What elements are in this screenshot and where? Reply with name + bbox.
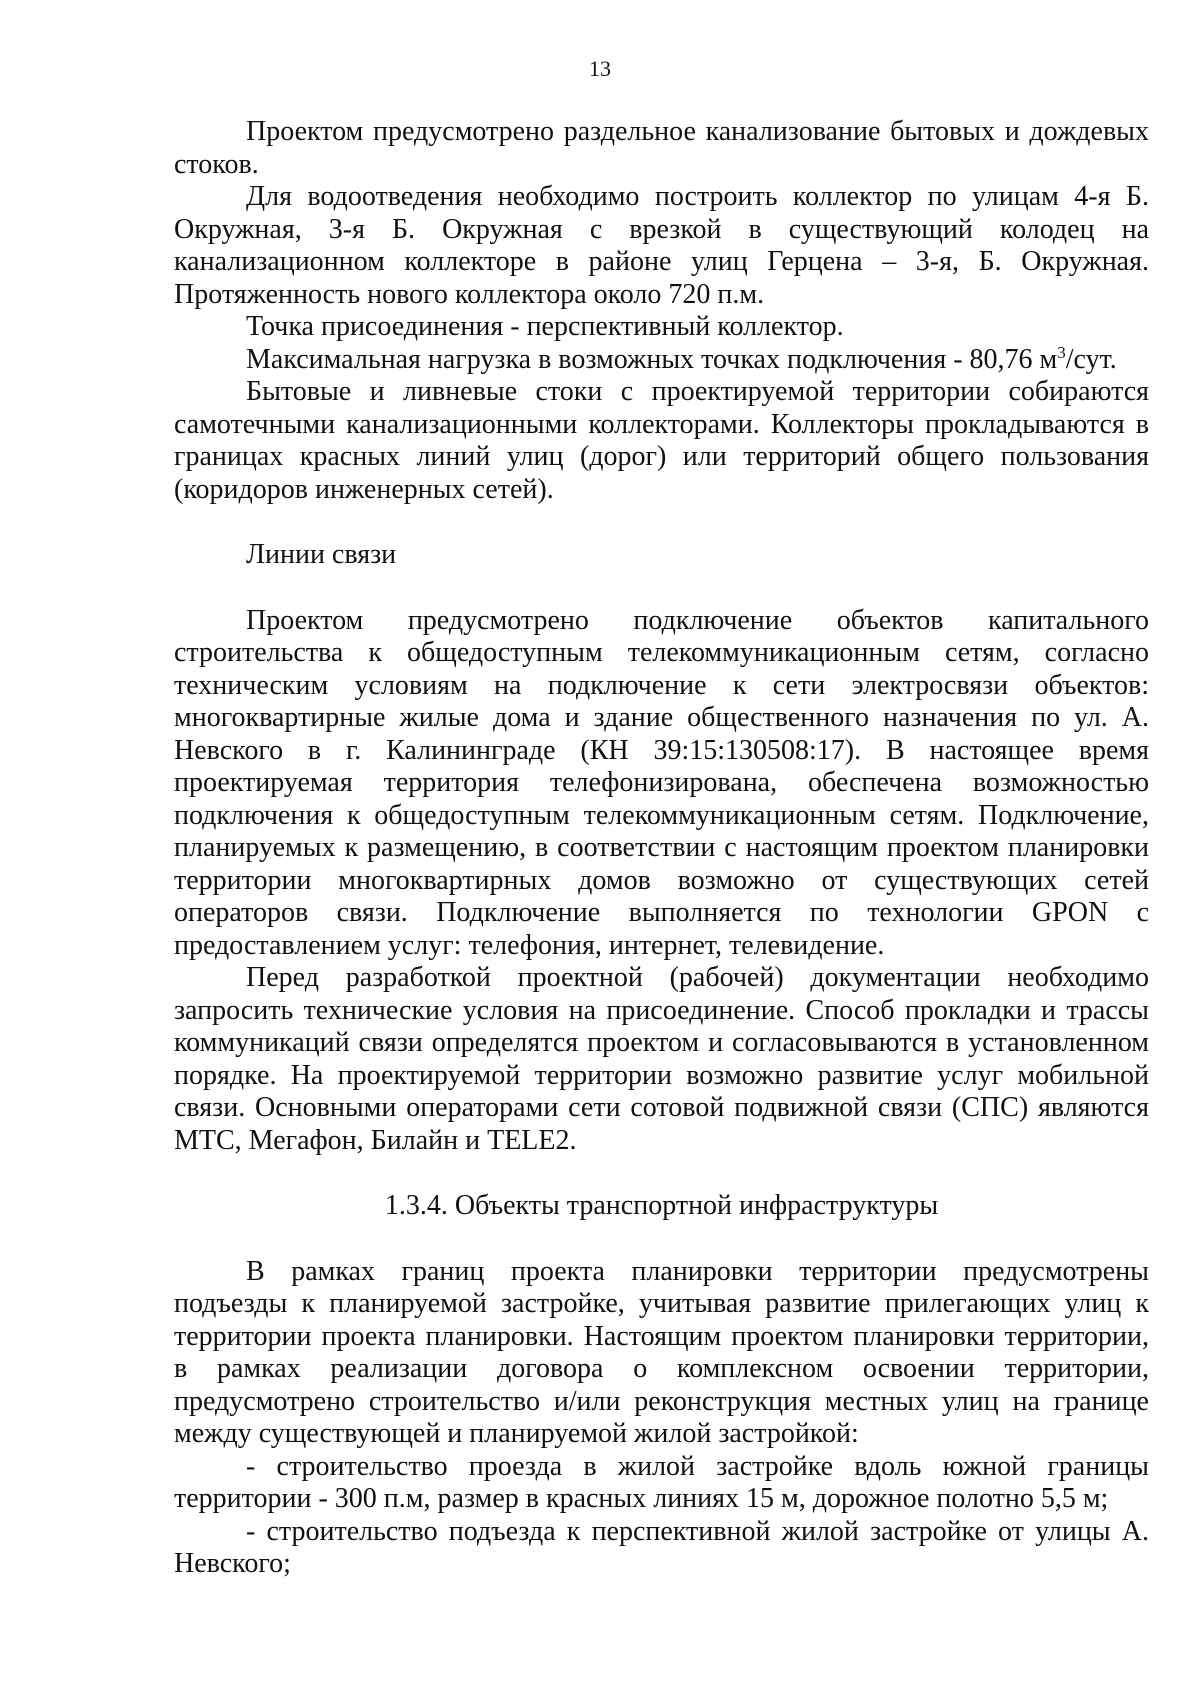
paragraph-storm-sewage: Бытовые и ливневые стоки с проектируемой территории собираются самотечными канализационными коллекторами. Коллекторы прокладываются в границах красных линий улиц (дорог) или территорий общего пользования (коридоров инженерных сетей).: [174, 376, 1149, 505]
section-heading-transport: 1.3.4. Объекты транспортной инфраструктуры: [384, 1190, 939, 1221]
paragraph-connection-point: Точка присоединения - перспективный коллектор.: [246, 311, 844, 342]
document-body: [174, 116, 1149, 1581]
list-item-driveway-construction: - строительство проезда в жилой застройке вдоль южной границы территории - 300 п.м, размер в красных линиях 15 м, дорожное полотно 5,5 м;: [174, 1450, 1149, 1514]
paragraph-design-conditions: Перед разработкой проектной (рабочей) документации необходимо запросить технические условия на присоединение. Способ прокладки и трассы коммуникаций связи определятся проектом и согласовываются в установленном порядке. На проектируемой территории возможно развитие услуг мобильной связи. Основными операторами сети сотовой подвижной связи (СПС) являются МТС, Мегафон, Билайн и TELE2.: [174, 962, 1149, 1156]
paragraph-drainage-collector: Для водоотведения необходимо построить коллектор по улицам 4-я Б. Окружная, 3-я Б. Окружная с врезкой в существующий колодец на канализационном коллекторе в районе улиц Герцена – 3-я, Б. Окружная. Протяженность нового коллектора около 720 п.м.: [174, 181, 1149, 310]
list-item-access-construction: - строительство подъезда к перспективной жилой застройке от улицы А. Невского;: [174, 1515, 1149, 1579]
max-load-text: Максимальная нагрузка в возможных точках подключения - 80,76 м: [246, 343, 1058, 375]
page-number: 13: [589, 56, 611, 81]
paragraph-telecom-connection: Проектом предусмотрено подключение объектов капитального строительства к общедоступным телекоммуникационным сетям, согласно техническим условиям на подключение к сети электросвязи объектов: многоквартирные жилые дома и здание общественного назначения по ул. А. Невского в г. Калининграде (КН 39:15:130508:17). В настоящее время проектируемая территория телефонизирована, обеспечена возможностью подключения к общедоступным телекоммуникационным сетям. Подключение, планируемых к размещению, в соответствии с настоящим проектом планировки территории многоквартирных домов возможно от существующих сетей операторов связи. Подключение выполняется по технологии GPON с предоставлением услуг: телефония, интернет, телевидение.: [174, 604, 1149, 961]
cubic-superscript: 3: [1057, 342, 1066, 362]
paragraph-max-load: [174, 344, 1149, 377]
max-load-unit: /сут.: [1065, 343, 1117, 375]
paragraph-access-roads: В рамках границ проекта планировки территории предусмотрены подъезды к планируемой застройке, учитывая развитие прилегающих улиц к территории проекта планировки. Настоящим проектом планировки территории, в рамках реализации договора о комплексном освоении территории, предусмотрено строительство и/или реконструкция местных улиц на границе между существующей и планируемой жилой застройкой:: [174, 1255, 1149, 1449]
section-heading-communications: Линии связи: [246, 539, 397, 570]
paragraph-separate-sewerage: Проектом предусмотрено раздельное канализование бытовых и дождевых стоков.: [174, 116, 1149, 180]
